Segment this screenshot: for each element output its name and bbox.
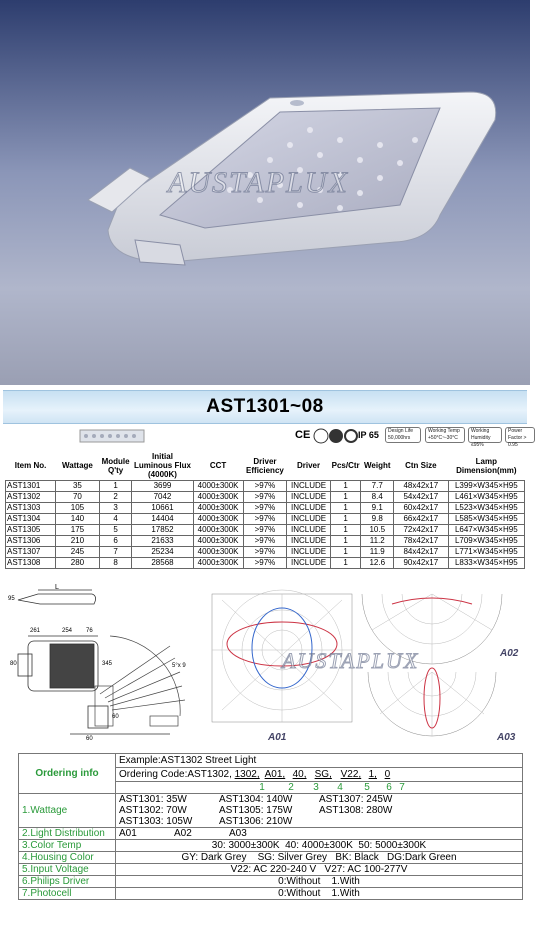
spec-row — [6, 492, 525, 503]
spec-cell: 84x42x17 — [394, 547, 449, 558]
ordering-code-part: 0 — [384, 769, 391, 780]
spec-cell: 3 — [99, 503, 132, 514]
spec-cell: AST1303 — [6, 503, 56, 514]
tilt-angle-drawing — [95, 636, 185, 726]
spec-cell: 1 — [330, 525, 361, 536]
spec-cell: 70 — [56, 492, 100, 503]
spec-cell: 4000±300K — [193, 481, 243, 492]
spec-cell: INCLUDE — [287, 547, 331, 558]
cert-logos-icon — [313, 428, 357, 444]
dim-254-label: 254 — [62, 628, 73, 634]
spec-cell: 21633 — [132, 536, 193, 547]
spec-cell: 10661 — [132, 503, 193, 514]
spec-cell: 1 — [330, 492, 361, 503]
dim-l-label: L — [55, 584, 59, 591]
spec-cell: L399×W345×H95 — [448, 481, 524, 492]
dim-60b-label: 60 — [86, 736, 93, 742]
ordering-code-numbers — [116, 782, 523, 794]
spec-cell: AST1302 — [6, 492, 56, 503]
spec-cell: 7 — [99, 547, 132, 558]
spec-header-cell: Lamp Dimension(mm) — [456, 456, 517, 475]
spec-row — [6, 481, 525, 492]
dim-261-label: 261 — [30, 628, 41, 634]
spec-cell: INCLUDE — [287, 514, 331, 525]
wattage-option: AST1304: 140W — [219, 794, 293, 805]
spec-cell: 4000±300K — [193, 503, 243, 514]
spec-cell: 78x42x17 — [394, 536, 449, 547]
spec-cell: 28568 — [132, 558, 193, 569]
spec-header-cell: Wattage — [62, 461, 93, 470]
ordering-code-part: 1302, — [234, 769, 260, 780]
distribution-option: A03 — [229, 828, 247, 839]
spec-cell: 1 — [330, 558, 361, 569]
ordering-code-part: A01, — [264, 769, 286, 780]
wattage-option: AST1307: 245W — [319, 794, 393, 805]
spec-cell: 4000±300K — [193, 492, 243, 503]
ordering-example: Example:AST1302 Street Light — [116, 754, 523, 768]
spec-cell: 1 — [330, 481, 361, 492]
spec-cell: 5 — [99, 525, 132, 536]
spec-cell: 9.1 — [361, 503, 394, 514]
spec-header-cell: Weight — [363, 461, 391, 470]
spec-cell: INCLUDE — [287, 481, 331, 492]
spec-header-cell: Pcs/Ctr — [331, 461, 360, 470]
ordering-row-value — [116, 828, 523, 840]
spec-row — [6, 547, 525, 558]
spec-cell: 17852 — [132, 525, 193, 536]
ordering-code-number: 5 — [364, 782, 370, 793]
spec-cell: INCLUDE — [287, 558, 331, 569]
spec-cell: L833×W345×H95 — [448, 558, 524, 569]
spec-cell: L709×W345×H95 — [448, 536, 524, 547]
spec-cell: AST1301 — [6, 481, 56, 492]
ordering-row-label: 3.Color Temp — [19, 840, 116, 852]
spec-cell: >97% — [243, 492, 287, 503]
polar-chart-a03 — [368, 668, 496, 736]
spec-cell: 48x42x17 — [394, 481, 449, 492]
spec-row — [6, 558, 525, 569]
spec-cell: >97% — [243, 514, 287, 525]
dim-60a-label: 60 — [112, 714, 119, 720]
spec-cell: AST1306 — [6, 536, 56, 547]
ordering-row-label: 6.Philips Driver — [19, 876, 116, 888]
spec-cell: >97% — [243, 558, 287, 569]
dim-80-label: 80 — [10, 661, 17, 667]
spec-cell: 1 — [330, 514, 361, 525]
ordering-row-value: V22: AC 220-240 V V27: AC 100-277V — [116, 864, 523, 876]
spec-cell: 54x42x17 — [394, 492, 449, 503]
spec-cell: 4000±300K — [193, 525, 243, 536]
ordering-row-value: 0:Without 1.With — [116, 888, 523, 900]
wattage-line — [119, 816, 519, 827]
ordering-info-label: Ordering info — [19, 754, 116, 794]
wattage-option: AST1305: 175W — [219, 805, 293, 816]
ordering-code-number: 3 — [313, 782, 319, 793]
spec-cell: 140 — [56, 514, 100, 525]
ordering-row — [19, 876, 523, 888]
spec-cell: 210 — [56, 536, 100, 547]
design-life-badge: Design Life 50,000hrs — [385, 427, 421, 443]
spec-header-cell: Driver — [296, 461, 321, 470]
ordering-code-part: V22, — [340, 769, 362, 780]
spec-cell: 4000±300K — [193, 514, 243, 525]
spec-cell: 25234 — [132, 547, 193, 558]
ordering-code-number: 2 — [288, 782, 294, 793]
ordering-code-prefix: Ordering Code:AST1302, — [119, 769, 232, 780]
distribution-option: A02 — [174, 828, 192, 839]
product-photo — [0, 0, 530, 385]
spec-cell: 4 — [99, 514, 132, 525]
spec-header-cell: Item No. — [14, 461, 47, 470]
wattage-option: AST1303: 105W — [119, 816, 193, 827]
spec-cell: 14404 — [132, 514, 193, 525]
spec-cell: 7042 — [132, 492, 193, 503]
drawings-watermark: AUSTAPLUX — [282, 648, 420, 673]
spec-cell: L647×W345×H95 — [448, 525, 524, 536]
spec-cell: 105 — [56, 503, 100, 514]
spec-cell: 9.8 — [361, 514, 394, 525]
humidity-badge: Working Humidity ≤95% — [468, 427, 502, 443]
spec-cell: 1 — [330, 536, 361, 547]
spec-cell: 4000±300K — [193, 547, 243, 558]
mounting-drawing — [70, 706, 170, 734]
spec-cell: AST1304 — [6, 514, 56, 525]
spec-cell: 1 — [99, 481, 132, 492]
spec-cell: L585×W345×H95 — [448, 514, 524, 525]
spec-cell: 66x42x17 — [394, 514, 449, 525]
spec-cell: INCLUDE — [287, 536, 331, 547]
ordering-row — [19, 888, 523, 900]
ordering-code-number: 1 — [259, 782, 265, 793]
spec-table — [5, 451, 525, 569]
spec-cell: 245 — [56, 547, 100, 558]
dim-345-label: 345 — [102, 661, 113, 667]
spec-cell: L461×W345×H95 — [448, 492, 524, 503]
spec-cell: L771×W345×H95 — [448, 547, 524, 558]
ordering-row — [19, 840, 523, 852]
spec-cell: >97% — [243, 536, 287, 547]
ordering-row — [19, 794, 523, 828]
spec-cell: 4000±300K — [193, 558, 243, 569]
spec-header-cell: CCT — [209, 461, 227, 470]
angle-label: 5°x 9 — [172, 663, 186, 669]
spec-cell: INCLUDE — [287, 492, 331, 503]
spec-cell: 2 — [99, 492, 132, 503]
ordering-row-label: 7.Photocell — [19, 888, 116, 900]
cert-row — [8, 427, 527, 448]
ordering-row-value: 0:Without 1.With — [116, 876, 523, 888]
ordering-code-number: 6 — [386, 782, 392, 793]
ordering-row-label: 1.Wattage — [19, 794, 116, 828]
ordering-row — [19, 828, 523, 840]
dimension-drawings — [0, 586, 530, 746]
spec-cell: 6 — [99, 536, 132, 547]
wattage-option: AST1302: 70W — [119, 805, 187, 816]
ordering-row-value: GY: Dark Grey SG: Silver Grey BK: Black DG:Dark Green — [116, 852, 523, 864]
distribution-option: A01 — [119, 828, 137, 839]
model-title: AST1301~08 — [206, 396, 324, 417]
dim-95-label: 95 — [8, 596, 15, 602]
wattage-option: AST1301: 35W — [119, 794, 187, 805]
dim-76-label: 76 — [86, 628, 93, 634]
ip-rating: IP 65 — [358, 430, 379, 440]
spec-cell: >97% — [243, 481, 287, 492]
ordering-row — [19, 852, 523, 864]
working-temp-badge: Working Temp +50°C~-30°C — [425, 427, 465, 443]
ordering-row-label: 5.Input Voltage — [19, 864, 116, 876]
a01-label: A01 — [268, 732, 287, 743]
ordering-code-part: SG, — [314, 769, 332, 780]
ordering-code-part: 40, — [292, 769, 307, 780]
ordering-code — [116, 768, 523, 782]
spec-cell: INCLUDE — [287, 525, 331, 536]
spec-cell: 1 — [330, 503, 361, 514]
spec-cell: INCLUDE — [287, 503, 331, 514]
top-view-drawing — [18, 636, 98, 691]
spec-cell: 3699 — [132, 481, 193, 492]
spec-cell: 90x42x17 — [394, 558, 449, 569]
spec-cell: 10.5 — [361, 525, 394, 536]
ordering-code-number: 4 — [337, 782, 343, 793]
ordering-code-parts — [235, 769, 395, 780]
spec-row — [6, 503, 525, 514]
spec-cell: 8 — [99, 558, 132, 569]
spec-cell: AST1308 — [6, 558, 56, 569]
spec-cell: >97% — [243, 503, 287, 514]
spec-cell: 280 — [56, 558, 100, 569]
spec-cell: 4000±300K — [193, 536, 243, 547]
spec-cell: 1 — [330, 547, 361, 558]
led-module-icon — [80, 429, 144, 443]
title-bar — [3, 390, 527, 424]
ordering-code-part: 1, — [368, 769, 377, 780]
power-factor-badge: Power Factor > 0.95 — [505, 427, 535, 443]
spec-cell: 72x42x17 — [394, 525, 449, 536]
hero-watermark: AUSTAPLUX — [168, 166, 349, 199]
spec-cell: 12.6 — [361, 558, 394, 569]
ordering-row — [19, 864, 523, 876]
spec-cell: 7.7 — [361, 481, 394, 492]
spec-header-cell: Driver Efficiency — [246, 456, 284, 475]
spec-header-cell: Ctn Size — [405, 461, 437, 470]
spec-cell: AST1305 — [6, 525, 56, 536]
spec-cell: 35 — [56, 481, 100, 492]
ordering-code-number: 7 — [399, 782, 405, 793]
a03-label: A03 — [497, 732, 516, 743]
spec-row — [6, 536, 525, 547]
spec-cell: 8.4 — [361, 492, 394, 503]
spec-header-cell: Initial Luminous Flux (4000K) — [134, 452, 191, 479]
technical-drawings — [0, 586, 530, 746]
spec-cell: >97% — [243, 547, 287, 558]
spec-cell: 11.2 — [361, 536, 394, 547]
side-view-drawing — [18, 590, 96, 604]
spec-cell: AST1307 — [6, 547, 56, 558]
spec-cell: 60x42x17 — [394, 503, 449, 514]
wattage-option: AST1306: 210W — [219, 816, 293, 827]
ordering-row-value: 30: 3000±300K 40: 4000±300K 50: 5000±300K — [116, 840, 523, 852]
spec-cell: 175 — [56, 525, 100, 536]
wattage-line — [119, 794, 519, 805]
a02-label: A02 — [500, 648, 519, 659]
spec-cell: >97% — [243, 525, 287, 536]
ordering-row-label: 2.Light Distribution — [19, 828, 116, 840]
spec-cell: L523×W345×H95 — [448, 503, 524, 514]
wattage-line — [119, 805, 519, 816]
ordering-table — [18, 753, 523, 900]
spec-row — [6, 525, 525, 536]
wattage-option: AST1308: 280W — [319, 805, 393, 816]
spec-cell: 11.9 — [361, 547, 394, 558]
ce-mark: CE — [295, 429, 311, 441]
spec-header-cell: Module Q'ty — [101, 456, 130, 475]
spec-row — [6, 514, 525, 525]
ordering-row-label: 4.Housing Color — [19, 852, 116, 864]
ordering-row-value — [116, 794, 523, 828]
